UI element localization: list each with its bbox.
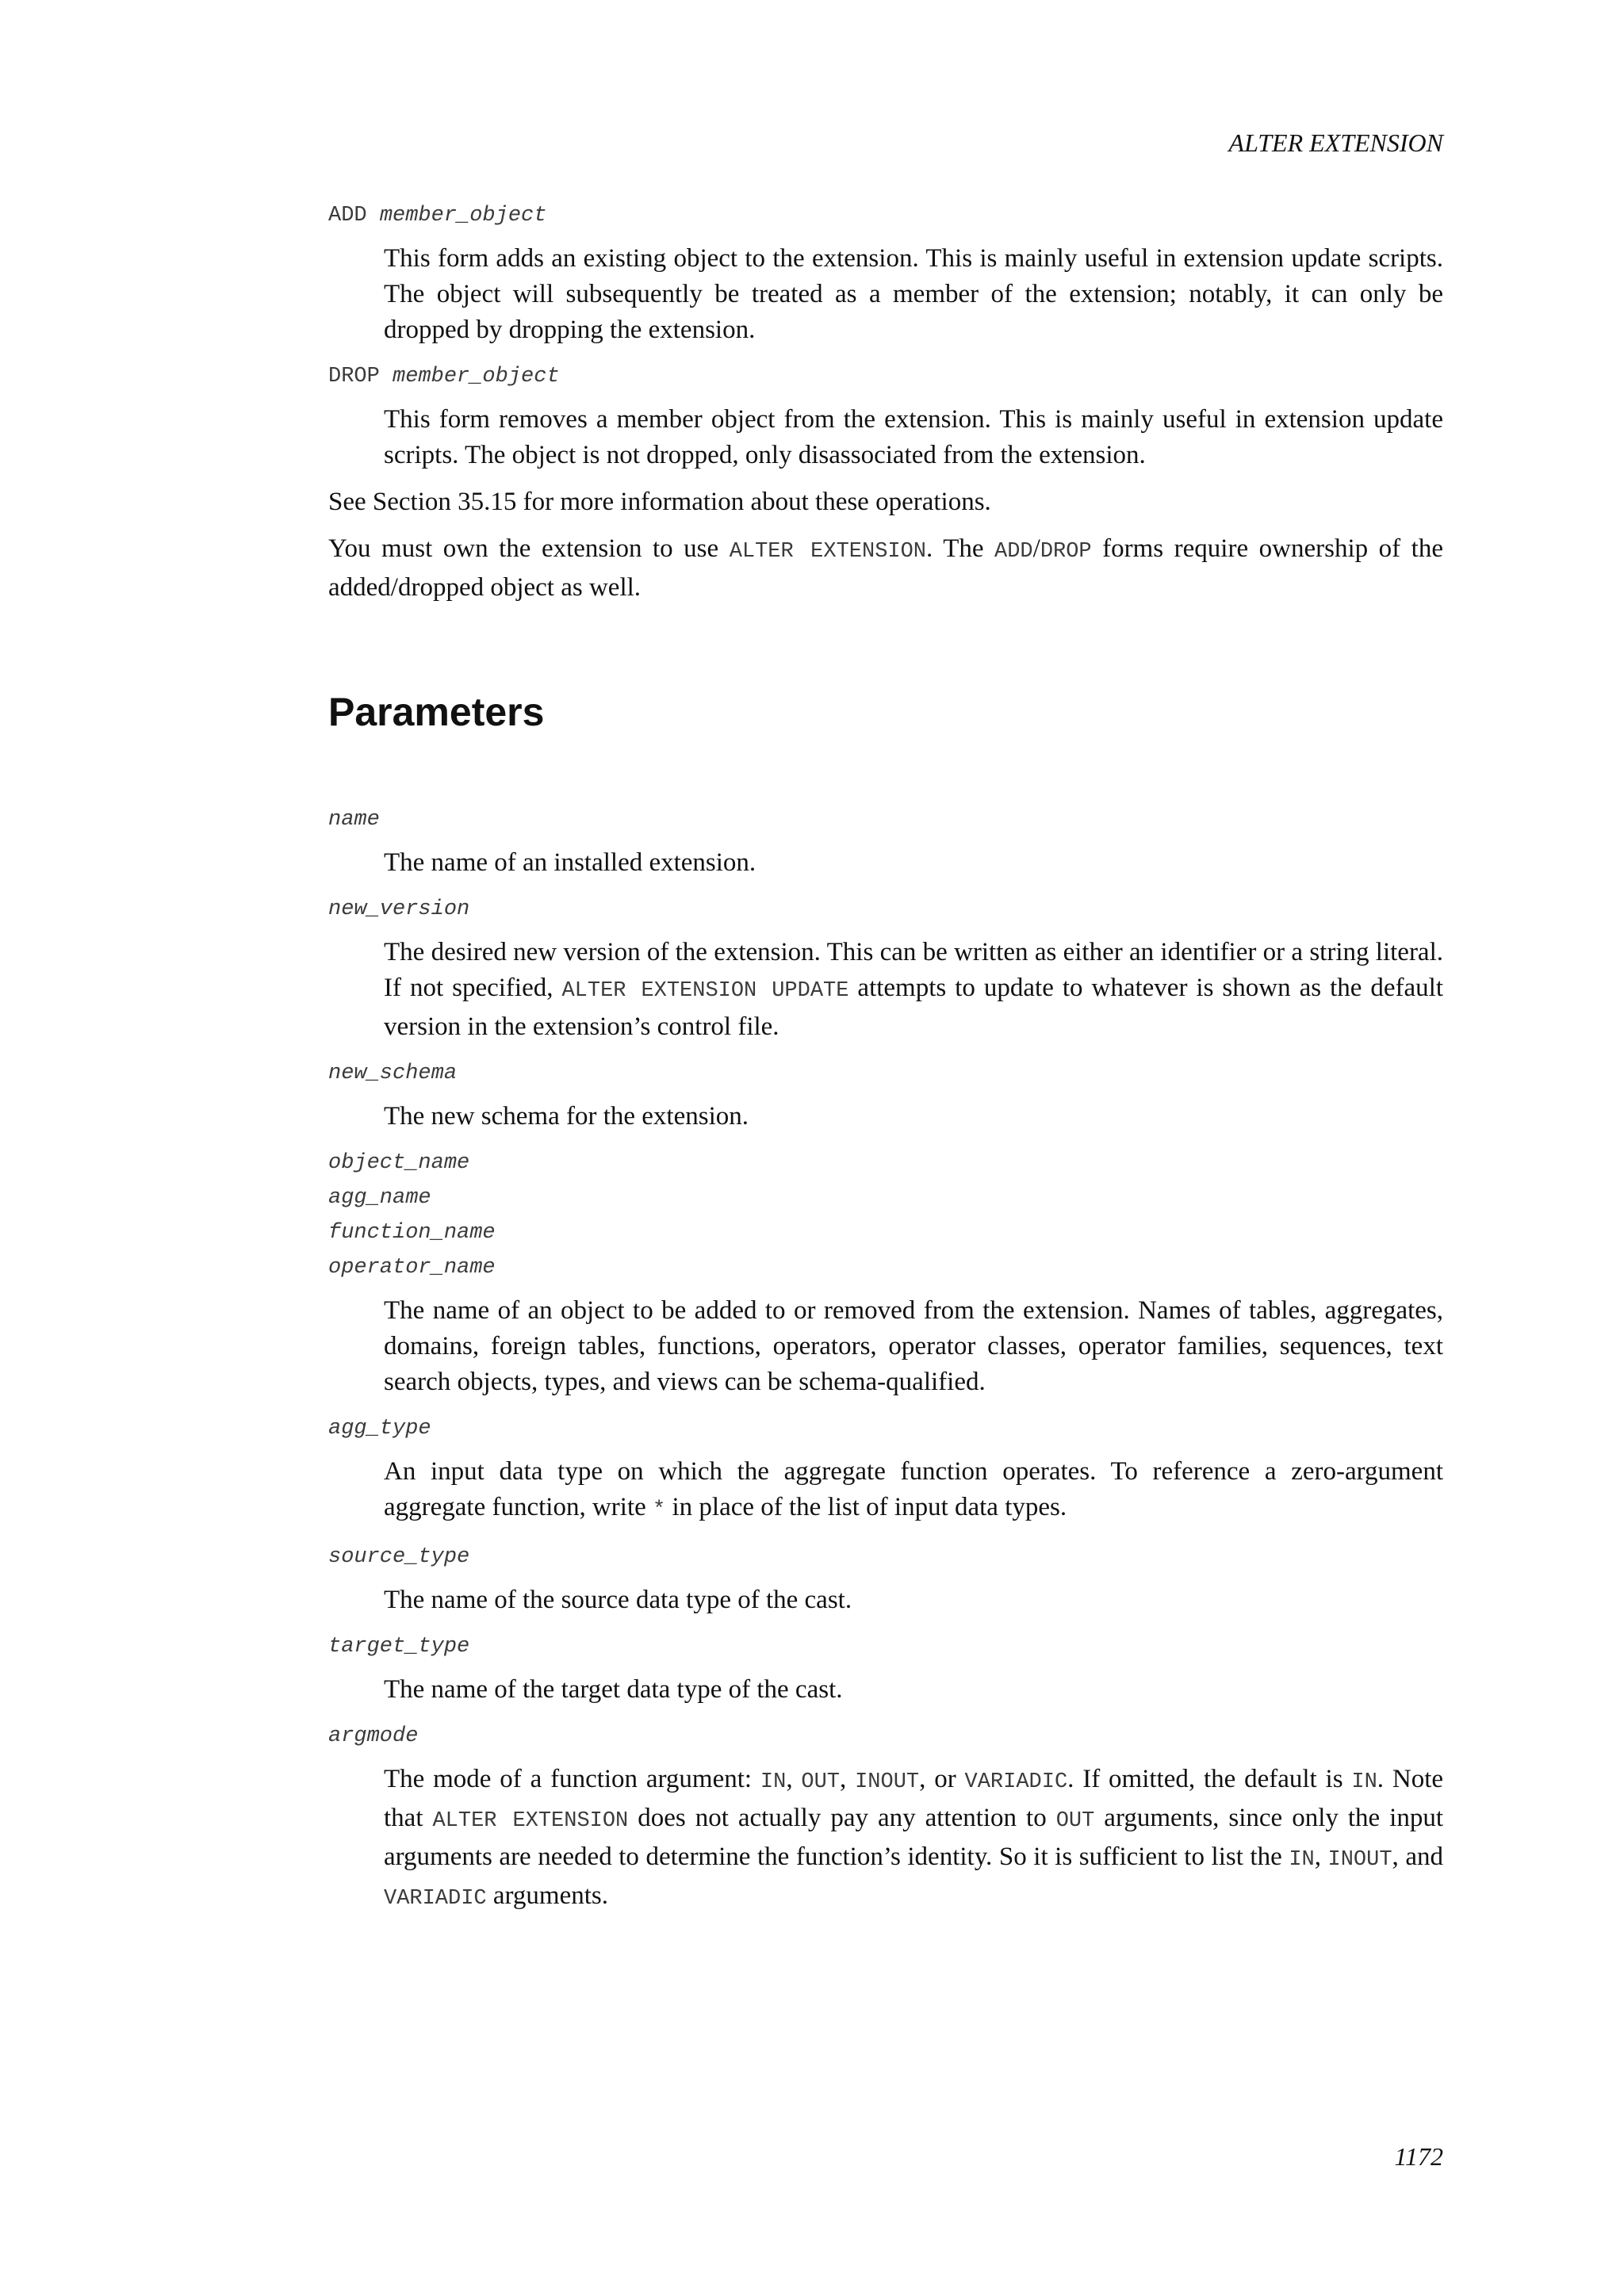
- param-new-schema-description: The new schema for the extension.: [384, 1102, 749, 1131]
- param-function-name-label: function_name: [328, 1221, 496, 1245]
- agg-type-code: *: [653, 1498, 666, 1522]
- argmode-code-2: OUT: [801, 1770, 841, 1794]
- param-new-version-term: [328, 892, 1443, 927]
- argmode-text-3: ,: [840, 1765, 856, 1793]
- argmode-text-7: does not actually pay any attention to: [628, 1804, 1056, 1832]
- argmode-code-7: OUT: [1055, 1809, 1095, 1833]
- add-keyword: ADD: [328, 204, 367, 228]
- argmode-text-4: , or: [919, 1765, 965, 1793]
- param-agg-type-description: [384, 1454, 1443, 1529]
- drop-keyword: DROP: [328, 365, 380, 388]
- add-arg: member_object: [379, 204, 547, 228]
- param-object-names-description: The name of an object to be added to or removed from the extension. Names of tables, aggregates, domains, foreign tables, functions, operators, operator classes, operator families, sequences, text search objects, types, and views can be schema-qualified.: [384, 1296, 1443, 1396]
- argmode-code-1: IN: [760, 1770, 787, 1794]
- page-number: 1172: [1394, 2142, 1443, 2171]
- running-header: ALTER EXTENSION: [1228, 128, 1443, 157]
- param-target-type-term: [328, 1629, 1443, 1664]
- param-new-schema-term: [328, 1056, 1443, 1091]
- param-agg-name-label: agg_name: [328, 1186, 431, 1210]
- agg-type-text-1: An input data type on which the aggregate function operates. To reference a zero-argument aggregate function, write: [384, 1457, 1443, 1521]
- argmode-code-6: ALTER EXTENSION: [432, 1809, 629, 1833]
- argmode-code-3: INOUT: [855, 1770, 920, 1794]
- ownership-text-4: forms require ownership of the added/dropped object as well.: [328, 534, 1443, 602]
- add-term: [328, 198, 1443, 233]
- param-argmode-description: [384, 1762, 1443, 1917]
- param-operator-name-label: operator_name: [328, 1256, 496, 1280]
- param-target-type-label: target_type: [328, 1635, 470, 1659]
- param-argmode-label: argmode: [328, 1724, 419, 1748]
- param-new-version-description: [384, 935, 1443, 1045]
- param-source-type-description: The name of the source data type of the cast.: [384, 1586, 852, 1614]
- ownership-paragraph: [328, 531, 1443, 606]
- argmode-text-10: , and: [1392, 1843, 1443, 1871]
- argmode-code-4: VARIADIC: [964, 1770, 1068, 1794]
- param-argmode-term: [328, 1719, 1443, 1754]
- ownership-code-2: ADD: [994, 540, 1033, 564]
- ownership-code-1: ALTER EXTENSION: [729, 540, 927, 564]
- argmode-text-9: ,: [1314, 1843, 1328, 1871]
- ownership-code-3: DROP: [1040, 540, 1092, 564]
- page-content: [328, 198, 1443, 1928]
- agg-type-text-2: in place of the list of input data types.: [665, 1493, 1067, 1521]
- param-name-label: name: [328, 808, 380, 832]
- param-object-name-term: [328, 1146, 1443, 1181]
- new-version-text-2: attempts to update to whatever is shown as the default version in the extension’s control file.: [384, 974, 1443, 1041]
- argmode-text-11: arguments.: [486, 1881, 608, 1910]
- param-name-description: The name of an installed extension.: [384, 848, 756, 877]
- argmode-text-6: . Note that: [384, 1765, 1444, 1832]
- param-function-name-term: [328, 1215, 1443, 1250]
- new-version-text-1: The desired new version of the extension. This can be written as either an identifier or a string literal. If not specified,: [384, 938, 1443, 1002]
- drop-description: This form removes a member object from the extension. This is mainly useful in extension update scripts. The object is not dropped, only disassociated from the extension.: [384, 405, 1443, 469]
- drop-term: [328, 359, 1443, 394]
- argmode-code-8: IN: [1289, 1848, 1315, 1872]
- add-description: This form adds an existing object to the extension. This is mainly useful in extension update scripts. The object will subsequently be treated as a member of the extension; notably, it can only be dropped by dropping the extension.: [384, 244, 1443, 344]
- ownership-text-2: . The: [926, 534, 995, 563]
- param-agg-type-term: [328, 1411, 1443, 1446]
- param-object-names-group: [328, 1146, 1443, 1285]
- param-operator-name-term: [328, 1250, 1443, 1285]
- drop-arg: member_object: [393, 365, 560, 388]
- new-version-code: ALTER EXTENSION UPDATE: [561, 979, 849, 1003]
- param-new-schema-label: new_schema: [328, 1062, 458, 1085]
- param-object-name-label: object_name: [328, 1151, 470, 1175]
- argmode-code-5: IN: [1351, 1770, 1377, 1794]
- parameters-heading: Parameters: [328, 690, 545, 734]
- argmode-text-5: . If omitted, the default is: [1067, 1765, 1352, 1793]
- param-agg-name-term: [328, 1181, 1443, 1215]
- param-target-type-description: The name of the target data type of the cast.: [384, 1675, 843, 1704]
- param-source-type-label: source_type: [328, 1545, 470, 1569]
- param-source-type-term: [328, 1540, 1443, 1575]
- argmode-code-10: VARIADIC: [384, 1887, 487, 1911]
- param-agg-type-label: agg_type: [328, 1417, 431, 1441]
- argmode-text-8: arguments, since only the input arguments are needed to determine the function’s identity. So it is sufficient to list the: [384, 1804, 1443, 1871]
- ownership-text-1: You must own the extension to use: [328, 534, 730, 563]
- argmode-text-2: ,: [786, 1765, 802, 1793]
- param-new-version-label: new_version: [328, 897, 470, 921]
- see-section-paragraph: See Section 35.15 for more information about these operations.: [328, 488, 991, 516]
- argmode-code-9: INOUT: [1327, 1848, 1392, 1872]
- ownership-text-3: /: [1032, 534, 1040, 563]
- param-name-term: [328, 802, 1443, 837]
- argmode-text-1: The mode of a function argument:: [384, 1765, 760, 1793]
